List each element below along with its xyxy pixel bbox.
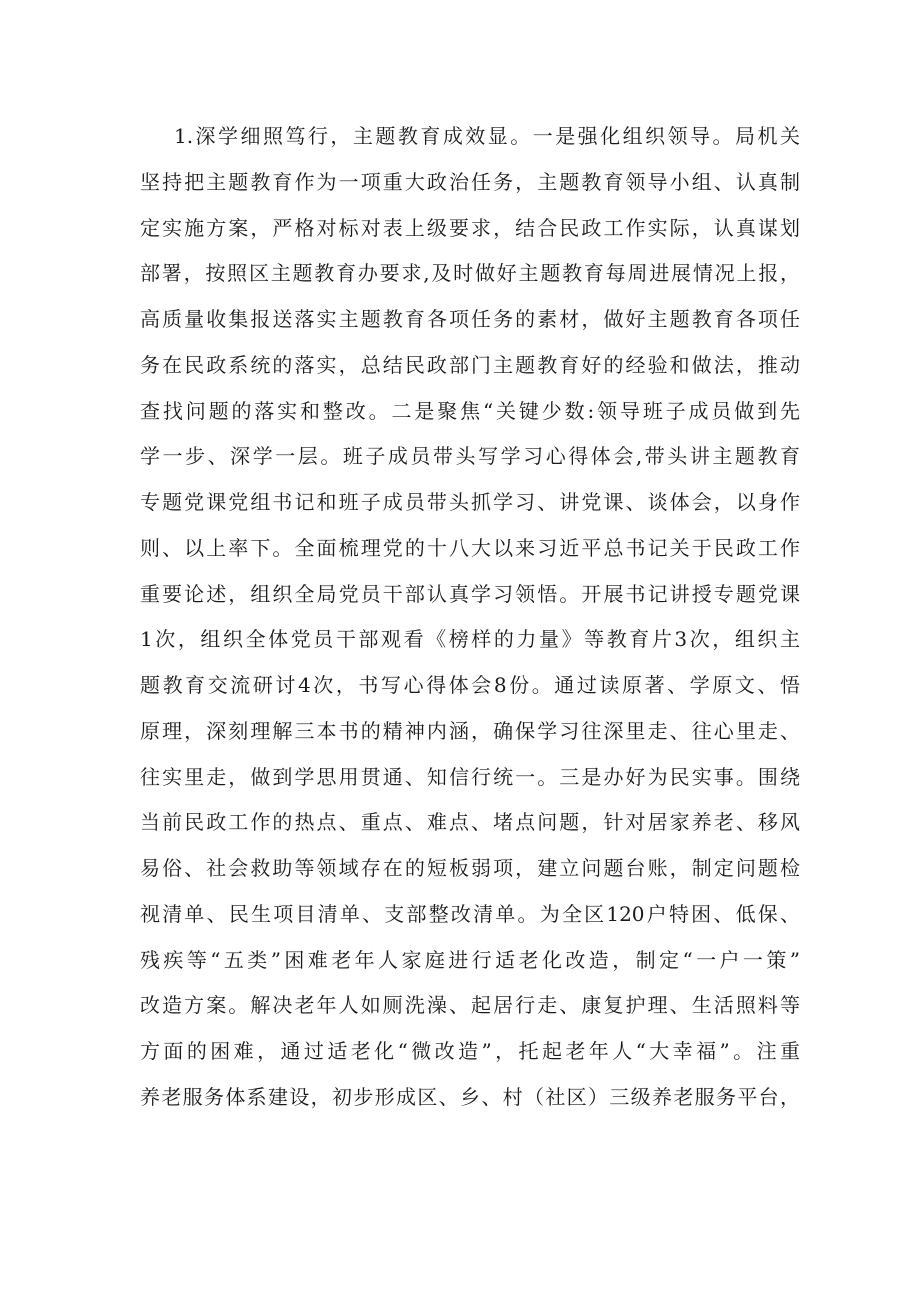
paragraph-line: 部署，按照区主题教育办要求,及时做好主题教育每周进展情况上报， bbox=[140, 261, 800, 286]
paragraph-line: 题教育交流研讨4次，书写心得体会8份。通过读原著、学原文、悟 bbox=[140, 673, 800, 697]
paragraph-line: 1.深学细照笃行，主题教育成效显。一是强化组织领导。局机关 bbox=[174, 124, 800, 148]
paragraph-line: 定实施方案，严格对标对表上级要求，结合民政工作实际，认真谋划 bbox=[140, 215, 800, 240]
paragraph-line: 当前民政工作的热点、重点、难点、堵点问题，针对居家养老、移风 bbox=[140, 810, 800, 835]
paragraph-line: 改造方案。解决老年人如厕洗澡、起居行走、康复护理、生活照料等 bbox=[140, 993, 800, 1018]
body-paragraph bbox=[140, 114, 800, 1121]
paragraph-line: 务在民政系统的落实，总结民政部门主题教育好的经验和做法，推动 bbox=[140, 352, 800, 377]
paragraph-line: 原理，深刻理解三本书的精神内涵，确保学习往深里走、往心里走、 bbox=[140, 718, 800, 743]
paragraph-line: 视清单、民生项目清单、支部整改清单。为全区120户特困、低保、 bbox=[140, 901, 800, 926]
paragraph-line: 重要论述，组织全局党员干部认真学习领悟。开展书记讲授专题党课 bbox=[140, 581, 800, 606]
paragraph-line: 学一步、深学一层。班子成员带头写学习心得体会,带头讲主题教育 bbox=[140, 444, 800, 469]
paragraph-line: 坚持把主题教育作为一项重大政治任务，主题教育领导小组、认真制 bbox=[140, 169, 800, 194]
paragraph-line: 1次，组织全体党员干部观看《榜样的力量》等教育片3次，组织主 bbox=[140, 627, 800, 652]
paragraph-line: 易俗、社会救助等领域存在的短板弱项，建立问题台账，制定问题检 bbox=[140, 856, 800, 880]
paragraph-line: 专题党课党组书记和班子成员带头抓学习、讲党课、谈体会，以身作 bbox=[140, 490, 800, 514]
paragraph-line: 查找问题的落实和整改。二是聚焦“关键少数:领导班子成员做到先 bbox=[140, 398, 800, 423]
paragraph-line: 养老服务体系建设，初步形成区、乡、村（社区）三级养老服务平台， bbox=[140, 1084, 800, 1109]
paragraph-line: 残疾等“五类”困难老年人家庭进行适老化改造，制定“一户一策” bbox=[140, 947, 800, 972]
paragraph-line: 则、以上率下。全面梳理党的十八大以来习近平总书记关于民政工作 bbox=[140, 535, 800, 560]
paragraph-line: 高质量收集报送落实主题教育各项任务的素材，做好主题教育各项任 bbox=[140, 307, 800, 331]
paragraph-line: 往实里走，做到学思用贯通、知信行统一。三是办好为民实事。围绕 bbox=[140, 764, 800, 789]
paragraph-line: 方面的困难，通过适老化“微改造”，托起老年人“大幸福”。注重 bbox=[140, 1039, 800, 1063]
